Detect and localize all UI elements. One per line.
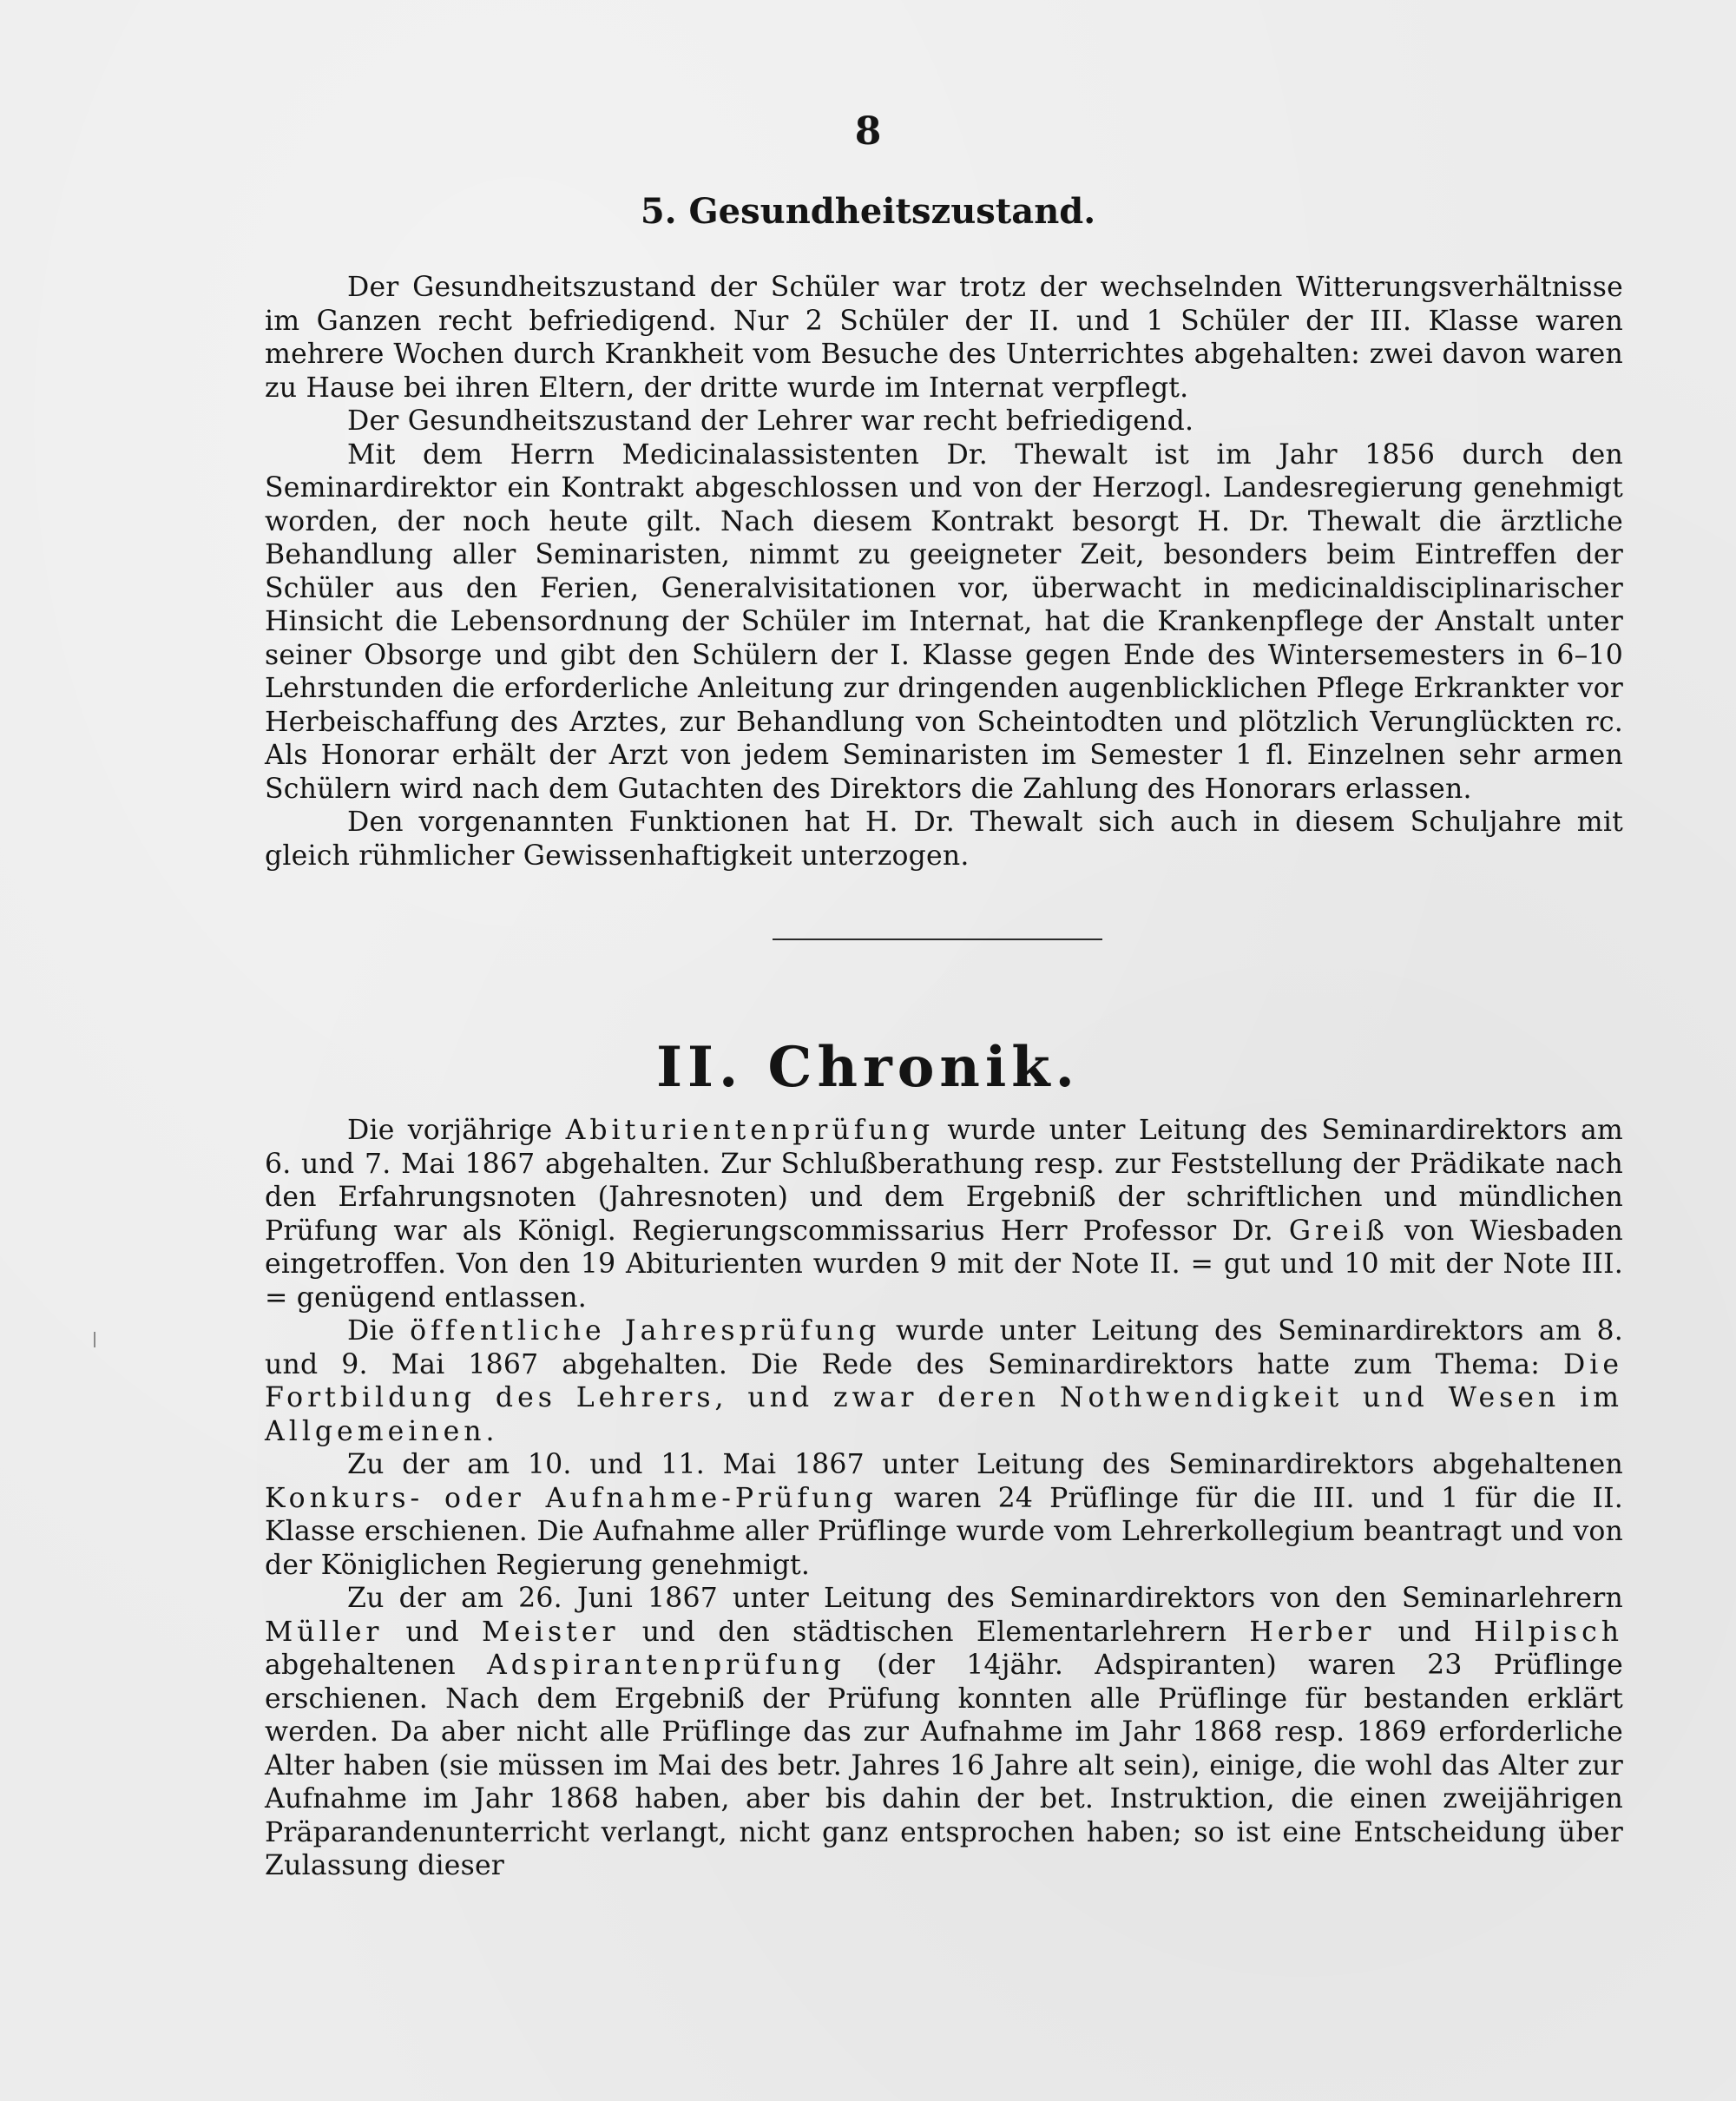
text-run: Die: [347, 1315, 411, 1347]
paragraph-doctor-duties: Den vorgenannten Funktionen hat H. Dr. Thewalt sich auch in diesem Schuljahre mit gleich rühmlicher Gewissenhaftigkeit unterzogen.: [265, 807, 1623, 872]
paragraph-public-exam: [265, 1314, 1623, 1448]
text-run: Zu der am 10. und 11. Mai 1867 unter Leitung des Seminardirektors abgehaltenen: [347, 1449, 1623, 1480]
text-run: abgehaltenen: [265, 1650, 487, 1681]
margin-mark: [94, 1332, 95, 1347]
paragraph-adspiranten-exam: [265, 1582, 1623, 1883]
emphasis-speech-topic: Die Fortbildung des Lehrers, und zwar deren Nothwendigkeit und Wesen im Allgemeinen.: [265, 1348, 1623, 1447]
paragraph-abiturienten-exam: [265, 1114, 1623, 1314]
section-heading-health: 5. Gesundheitszustand.: [640, 191, 1096, 232]
page-number: 8: [854, 109, 882, 154]
paragraph-health-students: Der Gesundheitszustand der Schüler war trotz der wechselnden Witterungsverhältnisse im Ganzen recht befriedigend. Nur 2 Schüler der II. und 1 Schüler der III. Klasse waren mehrere Wochen durch Krankheit vom Besuche des Unterrichtes abgehalten: zwei davon waren zu Hause bei ihren Eltern, der dritte wurde im Internat verpflegt.: [265, 272, 1623, 404]
emphasis-abiturientenpruefung: Abiturientenprüfung: [565, 1115, 935, 1146]
emphasis-adspirantenpruefung: Adspirantenprüfung: [486, 1650, 845, 1681]
text-run: von Wiesbaden eingetroffen. Von den 19 Abiturienten wurden 9 mit der Note II. = gut und 10 mit der Note III. = genügend entlassen.: [265, 1215, 1623, 1314]
text-run: und den städtischen Elementarlehrern: [619, 1616, 1250, 1648]
emphasis-name-greiss: Greiß: [1288, 1215, 1389, 1247]
text-run: Zu der am 26. Juni 1867 unter Leitung des Seminardirektors von den Seminarlehrern: [347, 1583, 1623, 1614]
emphasis-jahrespruefung: öffentliche Jahresprüfung: [410, 1315, 881, 1347]
text-run: (der 14jähr. Adspiranten) waren 23 Prüflinge erschienen. Nach dem Ergebniß der Prüfung konnten alle Prüflinge für bestanden erklärt werden. Da aber nicht alle Prüflinge das zur Aufnahme im Jahr 1868 resp. 1869 erforderliche Alter haben (sie müssen im Mai des betr. Jahres 16 Jahre alt sein), einige, die wohl das Alter zur Aufnahme im Jahr 1868 haben, aber bis dahin der bet. Instruktion, die einen zweijährigen Präparandenunterricht verlangt, nicht ganz entsprochen haben; so ist eine Entscheidung über Zulassung dieser: [265, 1650, 1623, 1881]
text-run: Die vorjährige: [347, 1115, 566, 1146]
paragraph-admission-exam: [265, 1448, 1623, 1582]
emphasis-name-herber: Herber: [1249, 1616, 1376, 1648]
emphasis-name-meister: Meister: [482, 1616, 620, 1648]
health-section-body: [265, 271, 1623, 873]
text-run: wurde unter Leitung des Seminardirektors am 8. und 9. Mai 1867 abgehalten. Die Rede des Seminardirektors hatte zum Thema:: [265, 1315, 1623, 1380]
section-divider: [773, 939, 1102, 940]
text-run: und: [383, 1616, 483, 1648]
text-run: und: [1375, 1616, 1475, 1648]
paragraph-health-teachers: Der Gesundheitszustand der Lehrer war recht befriedigend.: [347, 405, 1194, 437]
emphasis-name-hilpisch: Hilpisch: [1474, 1616, 1624, 1648]
text-run: wurde unter Leitung des Seminardirektors am 6. und 7. Mai 1867 abgehalten. Zur Schlußberathung resp. zur Feststellung der Prädikate nach den Erfahrungsnoten (Jahresnoten) und dem Ergebniß der schriftlichen und mündlichen Prüfung war als Königl. Regierungscommissarius Herr Professor Dr.: [265, 1115, 1623, 1247]
emphasis-aufnahmepruefung: Konkurs- oder Aufnahme-Prüfung: [265, 1482, 878, 1514]
emphasis-name-mueller: Müller: [265, 1616, 384, 1648]
chapter-heading-chronicle: II. Chronik.: [656, 1035, 1080, 1100]
paragraph-doctor-contract: Mit dem Herrn Medicinalassistenten Dr. Thewalt ist im Jahr 1856 durch den Seminardirektor ein Kontrakt abgeschlossen und von der Herzogl. Landesregierung genehmigt worden, der noch heute gilt. Nach diesem Kontrakt besorgt H. Dr. Thewalt die ärztliche Behandlung aller Seminaristen, nimmt zu geeigneter Zeit, besonders beim Eintreffen der Schüler aus den Ferien, Generalvisitationen vor, überwacht in medicinaldisciplinarischer Hinsicht die Lebensordnung der Schüler im Internat, hat die Krankenpflege der Anstalt unter seiner Obsorge und gibt den Schülern der I. Klasse gegen Ende des Wintersemesters in 6–10 Lehrstunden die erforderliche Anleitung zur dringenden augenblicklichen Pflege Erkrankter vor Herbeischaffung des Arztes, zur Behandlung von Scheintodten und plötzlich Verunglückten rc. Als Honorar erhält der Arzt von jedem Seminaristen im Semester 1 fl. Einzelnen sehr armen Schülern wird nach dem Gutachten des Direktors die Zahlung des Honorars erlassen.: [265, 438, 1623, 805]
text-run: waren 24 Prüflinge für die III. und 1 für die II. Klasse erschienen. Die Aufnahme aller Prüflinge wurde vom Lehrerkollegium beantragt und von der Königlichen Regierung genehmigt.: [265, 1482, 1623, 1581]
chronicle-section-body: [265, 1114, 1623, 1883]
